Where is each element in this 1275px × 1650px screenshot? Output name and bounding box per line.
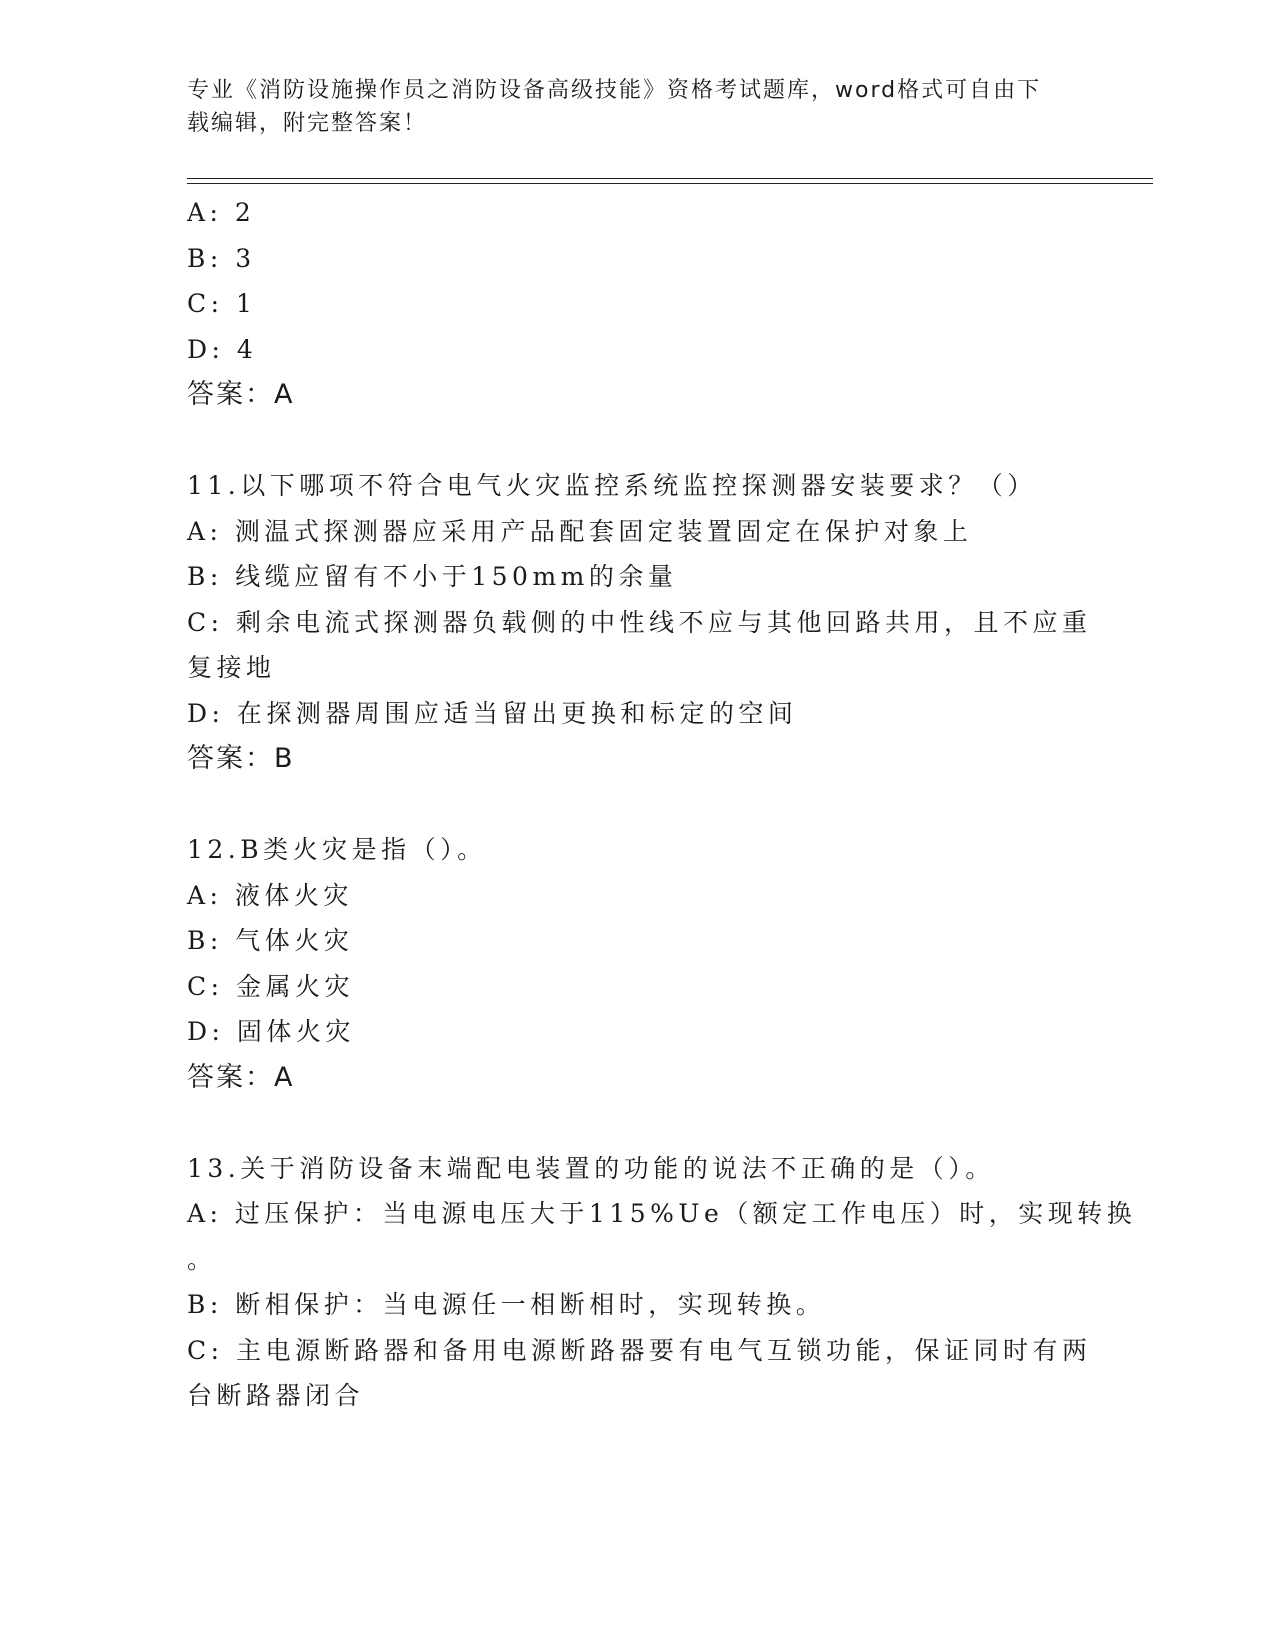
option-a-line-2: 。 <box>187 1244 217 1274</box>
spacer <box>187 1100 1087 1146</box>
question-11 <box>187 463 1092 782</box>
answer-label: 答案：A <box>187 379 295 410</box>
question-text: 12.B类火灾是指（）。 <box>187 835 487 864</box>
option-d: D: 固体火灾 <box>187 1017 355 1046</box>
option-a: A: 2 <box>187 198 256 227</box>
header-divider-bottom <box>187 183 1153 184</box>
question-text: 11.以下哪项不符合电气火灾监控系统监控探测器安装要求？（） <box>187 471 1037 500</box>
option-c-line-2: 台断路器闭合 <box>187 1381 365 1410</box>
header-line-1: 专业《消防设施操作员之消防设备高级技能》资格考试题库，word格式可自由下 <box>187 78 1042 103</box>
question-list <box>187 190 1137 1419</box>
answer-label: 答案：B <box>187 743 295 774</box>
spacer <box>187 418 1087 464</box>
header-line-2: 载编辑，附完整答案！ <box>187 111 428 136</box>
option-c: C: 1 <box>187 289 257 318</box>
question-13 <box>187 1146 1137 1419</box>
question-10-remainder <box>187 190 1087 418</box>
option-d: D: 4 <box>187 334 258 364</box>
header-divider-top <box>187 178 1153 179</box>
option-a-line-1: A: 过压保护：当电源电压大于115%Ue（额定工作电压）时，实现转换 <box>187 1199 1137 1228</box>
spacer <box>187 782 1087 828</box>
option-a: A: 测温式探测器应采用产品配套固定装置固定在保护对象上 <box>187 516 973 546</box>
option-a: A: 液体火灾 <box>187 880 353 910</box>
option-b: B: 气体火灾 <box>187 926 354 955</box>
option-c-line-2: 复接地 <box>187 653 276 682</box>
option-c-line-1: C: 剩余电流式探测器负载侧的中性线不应与其他回路共用，且不应重 <box>187 607 1092 637</box>
option-c-line-1: C: 主电源断路器和备用电源断路器要有电气互锁功能，保证同时有两 <box>187 1335 1092 1365</box>
option-b: B: 断相保护：当电源任一相断相时，实现转换。 <box>187 1290 826 1319</box>
document-header <box>187 74 1067 140</box>
question-text: 13.关于消防设备末端配电装置的功能的说法不正确的是（）。 <box>187 1153 995 1183</box>
answer-label: 答案：A <box>187 1061 295 1093</box>
option-c: C: 金属火灾 <box>187 971 354 1001</box>
option-b: B: 3 <box>187 243 256 273</box>
question-12 <box>187 827 1087 1100</box>
option-d: D: 在探测器周围应适当留出更换和标定的空间 <box>187 698 798 728</box>
option-b: B: 线缆应留有不小于150mm的余量 <box>187 562 678 591</box>
